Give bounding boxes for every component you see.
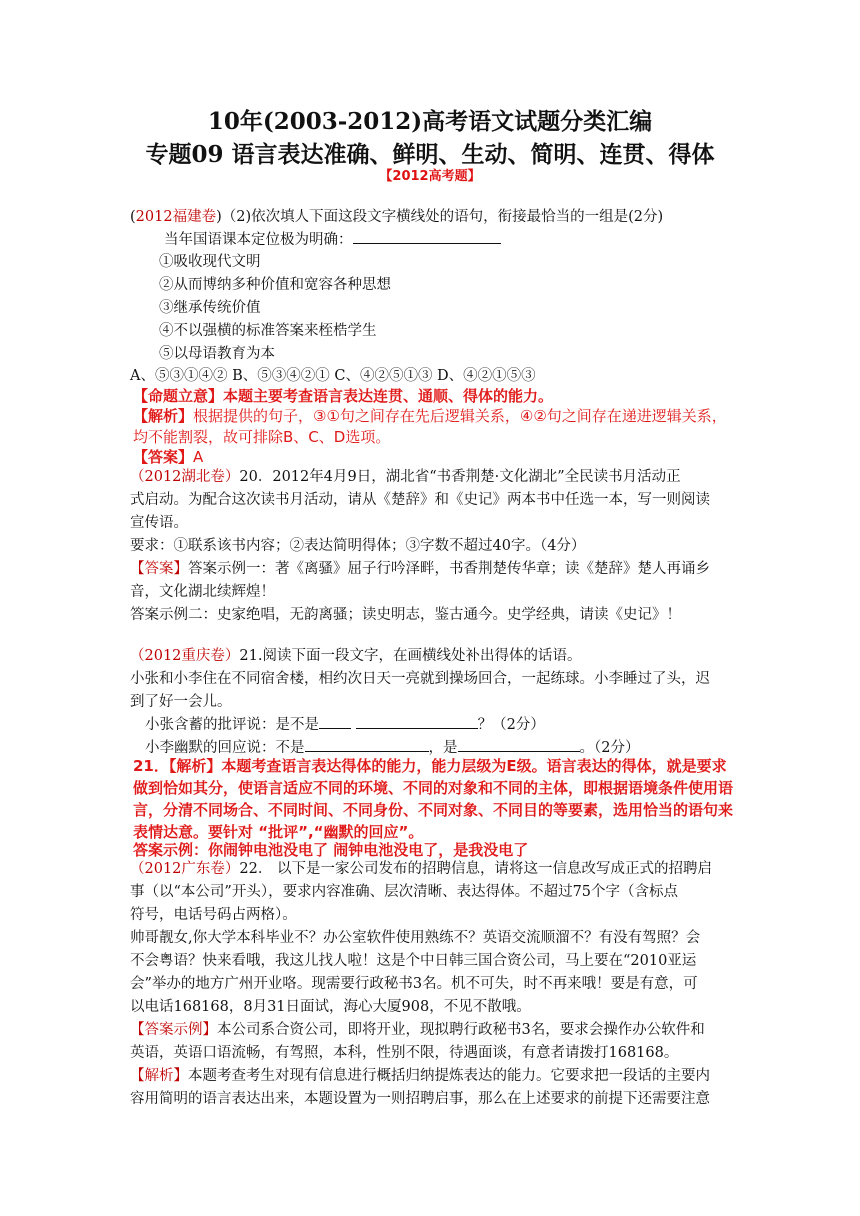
q1-item-1: ①吸收现代文明: [159, 254, 261, 270]
q4-stem-line3: 符号，电话号码占两格）。: [130, 907, 297, 923]
q4-analysis-line2: 容用简明的语言表达出来，本题设置为一则招聘启事，那么在上述要求的前提下还需要注意: [130, 1091, 710, 1107]
q4-stem-line1: （2012广东卷）22． 以下是一家公司发布的招聘信息，请将这一信息改写成正式的招聘启: [130, 861, 712, 877]
q1-stem: (2012福建卷)（2)依次填人下面这段文字横线处的语句，衔接最恰当的一组是(2分): [130, 209, 664, 225]
q2-answer-example2: 答案示例二：史家绝唱，无韵离骚；读史明志，鉴古通今。史学经典，请读《史记》！: [130, 607, 681, 623]
q2-stem-line1: （2012湖北卷）20．2012年4月9日，湖北省“书香荆楚·文化湖北”全民读书月活动正: [130, 469, 681, 485]
q3-answer-example: 答案示例：你闹钟电池没电了 闹钟电池没电了，是我没电了: [133, 841, 529, 859]
q1-analysis-line1: 【解析】根据提供的句子，③①句之间存在先后逻辑关系，④②句之间存在递进逻辑关系，: [133, 407, 727, 425]
q4-ad-line2: 不会粤语？快来看哦，我这儿找人啦！这是个中日韩三国合资公司，马上要在“2010亚运: [130, 953, 697, 969]
q4-answer-line2: 英语，英语口语流畅，有驾照，本科，性别不限，待遇面谈，有意者请拨打168168。: [130, 1045, 679, 1061]
q3-zhang-line: 小张含蓄的批评说：是不是 ？（2分）: [145, 714, 545, 736]
q3-li-line: 小李幽默的回应说：不是 ，是 。（2分）: [145, 737, 639, 759]
q1-blank: [353, 229, 501, 244]
q1-item-4: ④不以强横的标准答案来桎梏学生: [159, 323, 377, 339]
topic-title: 专题09 语言表达准确、鲜明、生动、简明、连贯、得体: [145, 141, 715, 168]
q3-analysis-line2: 做到恰如其分，使语言适应不同的环境、不同的对象和不同的主体，即根据语境条件使用语: [133, 779, 734, 797]
year-section-tag: 【2012高考题】: [379, 169, 481, 184]
q1-analysis-line2: 均不能割裂，故可排除B、C、D选项。: [133, 428, 391, 446]
q2-stem-line2: 式启动。为配合这次读书月活动，请从《楚辞》和《史记》两本书中任选一本，写一则阅读: [130, 492, 710, 508]
q1-item-3: ③继承传统价值: [159, 300, 261, 316]
q3-source: （2012重庆卷）: [130, 648, 240, 664]
q1-answer: 【答案】A: [133, 448, 204, 466]
q2-stem-line3: 宣传语。: [130, 515, 188, 531]
q2-answer-line1: 【答案】答案示例一：著《离骚》屈子行吟泽畔，书香荆楚传华章；读《楚辞》楚人再诵乡: [130, 561, 710, 577]
q3-stem-line3: 到了好一会儿。: [130, 694, 232, 710]
q1-source: 2012福建卷: [135, 209, 217, 225]
q4-analysis-line1: 【解析】本题考查考生对现有信息进行概括归纳提炼表达的能力。它要求把一段话的主要内: [130, 1068, 710, 1084]
q3-stem-line2: 小张和小李住在不同宿舍楼，相约次日天一亮就到操场回合，一起练球。小李睡过了头，迟: [130, 671, 710, 687]
q3-analysis-line1: 21．【解析】本题考查语言表达得体的能力，能力层级为E级。语言表达的得体，就是要求: [133, 757, 727, 775]
q4-ad-line3: 会”举办的地方广州开业咯。现需要行政秘书3名。机不可失，时不再来哦！要是有意，可: [130, 976, 698, 992]
doc-title: 10年(2003-2012)高考语文试题分类汇编: [207, 108, 653, 135]
q2-source: （2012湖北卷）: [130, 469, 240, 485]
q3-stem-line1: （2012重庆卷）21.阅读下面一段文字，在画横线处补出得体的话语。: [130, 648, 582, 664]
q1-intent: 【命题立意】本题主要考查语言表达连贯、通顺、得体的能力。: [133, 387, 554, 405]
q4-stem-line2: 事（以“本公司”开头），要求内容准确、层次清晰、表达得体。不超过75个字（含标点: [130, 884, 679, 900]
q1-item-2: ②从而博纳多种价值和宽容各种思想: [159, 277, 391, 293]
q1-item-5: ⑤以母语教育为本: [159, 346, 275, 362]
q2-answer-line2: 音，文化湖北续辉煌！: [130, 584, 275, 600]
q4-answer-line1: 【答案示例】本公司系合资公司，即将开业，现拟聘行政秘书3名，要求会操作办公软件和: [130, 1022, 705, 1038]
q4-ad-line1: 帅哥靓女,你大学本科毕业不？办公室软件使用熟练不？英语交流顺溜不？有没有驾照？会: [130, 930, 701, 946]
q1-options: A、⑤③①④② B、⑤③④②① C、④②⑤①③ D、④②①⑤③: [130, 368, 536, 384]
q3-analysis-line4: 表情达意。要针对 “批评”,“幽默的回应”。: [133, 823, 424, 841]
q1-context: 当年国语课本定位极为明确：: [164, 229, 501, 251]
q2-requirements: 要求：①联系该书内容；②表达简明得体；③字数不超过40字。（4分）: [130, 538, 586, 554]
q4-ad-line4: 以电话168168，8月31日面试，海心大厦908，不见不散哦。: [130, 999, 531, 1015]
q4-source: （2012广东卷）: [130, 861, 240, 877]
q3-analysis-line3: 言，分清不同场合、不同时间、不同身份、不同对象、不同目的等要素，选用恰当的语句来: [133, 801, 734, 819]
